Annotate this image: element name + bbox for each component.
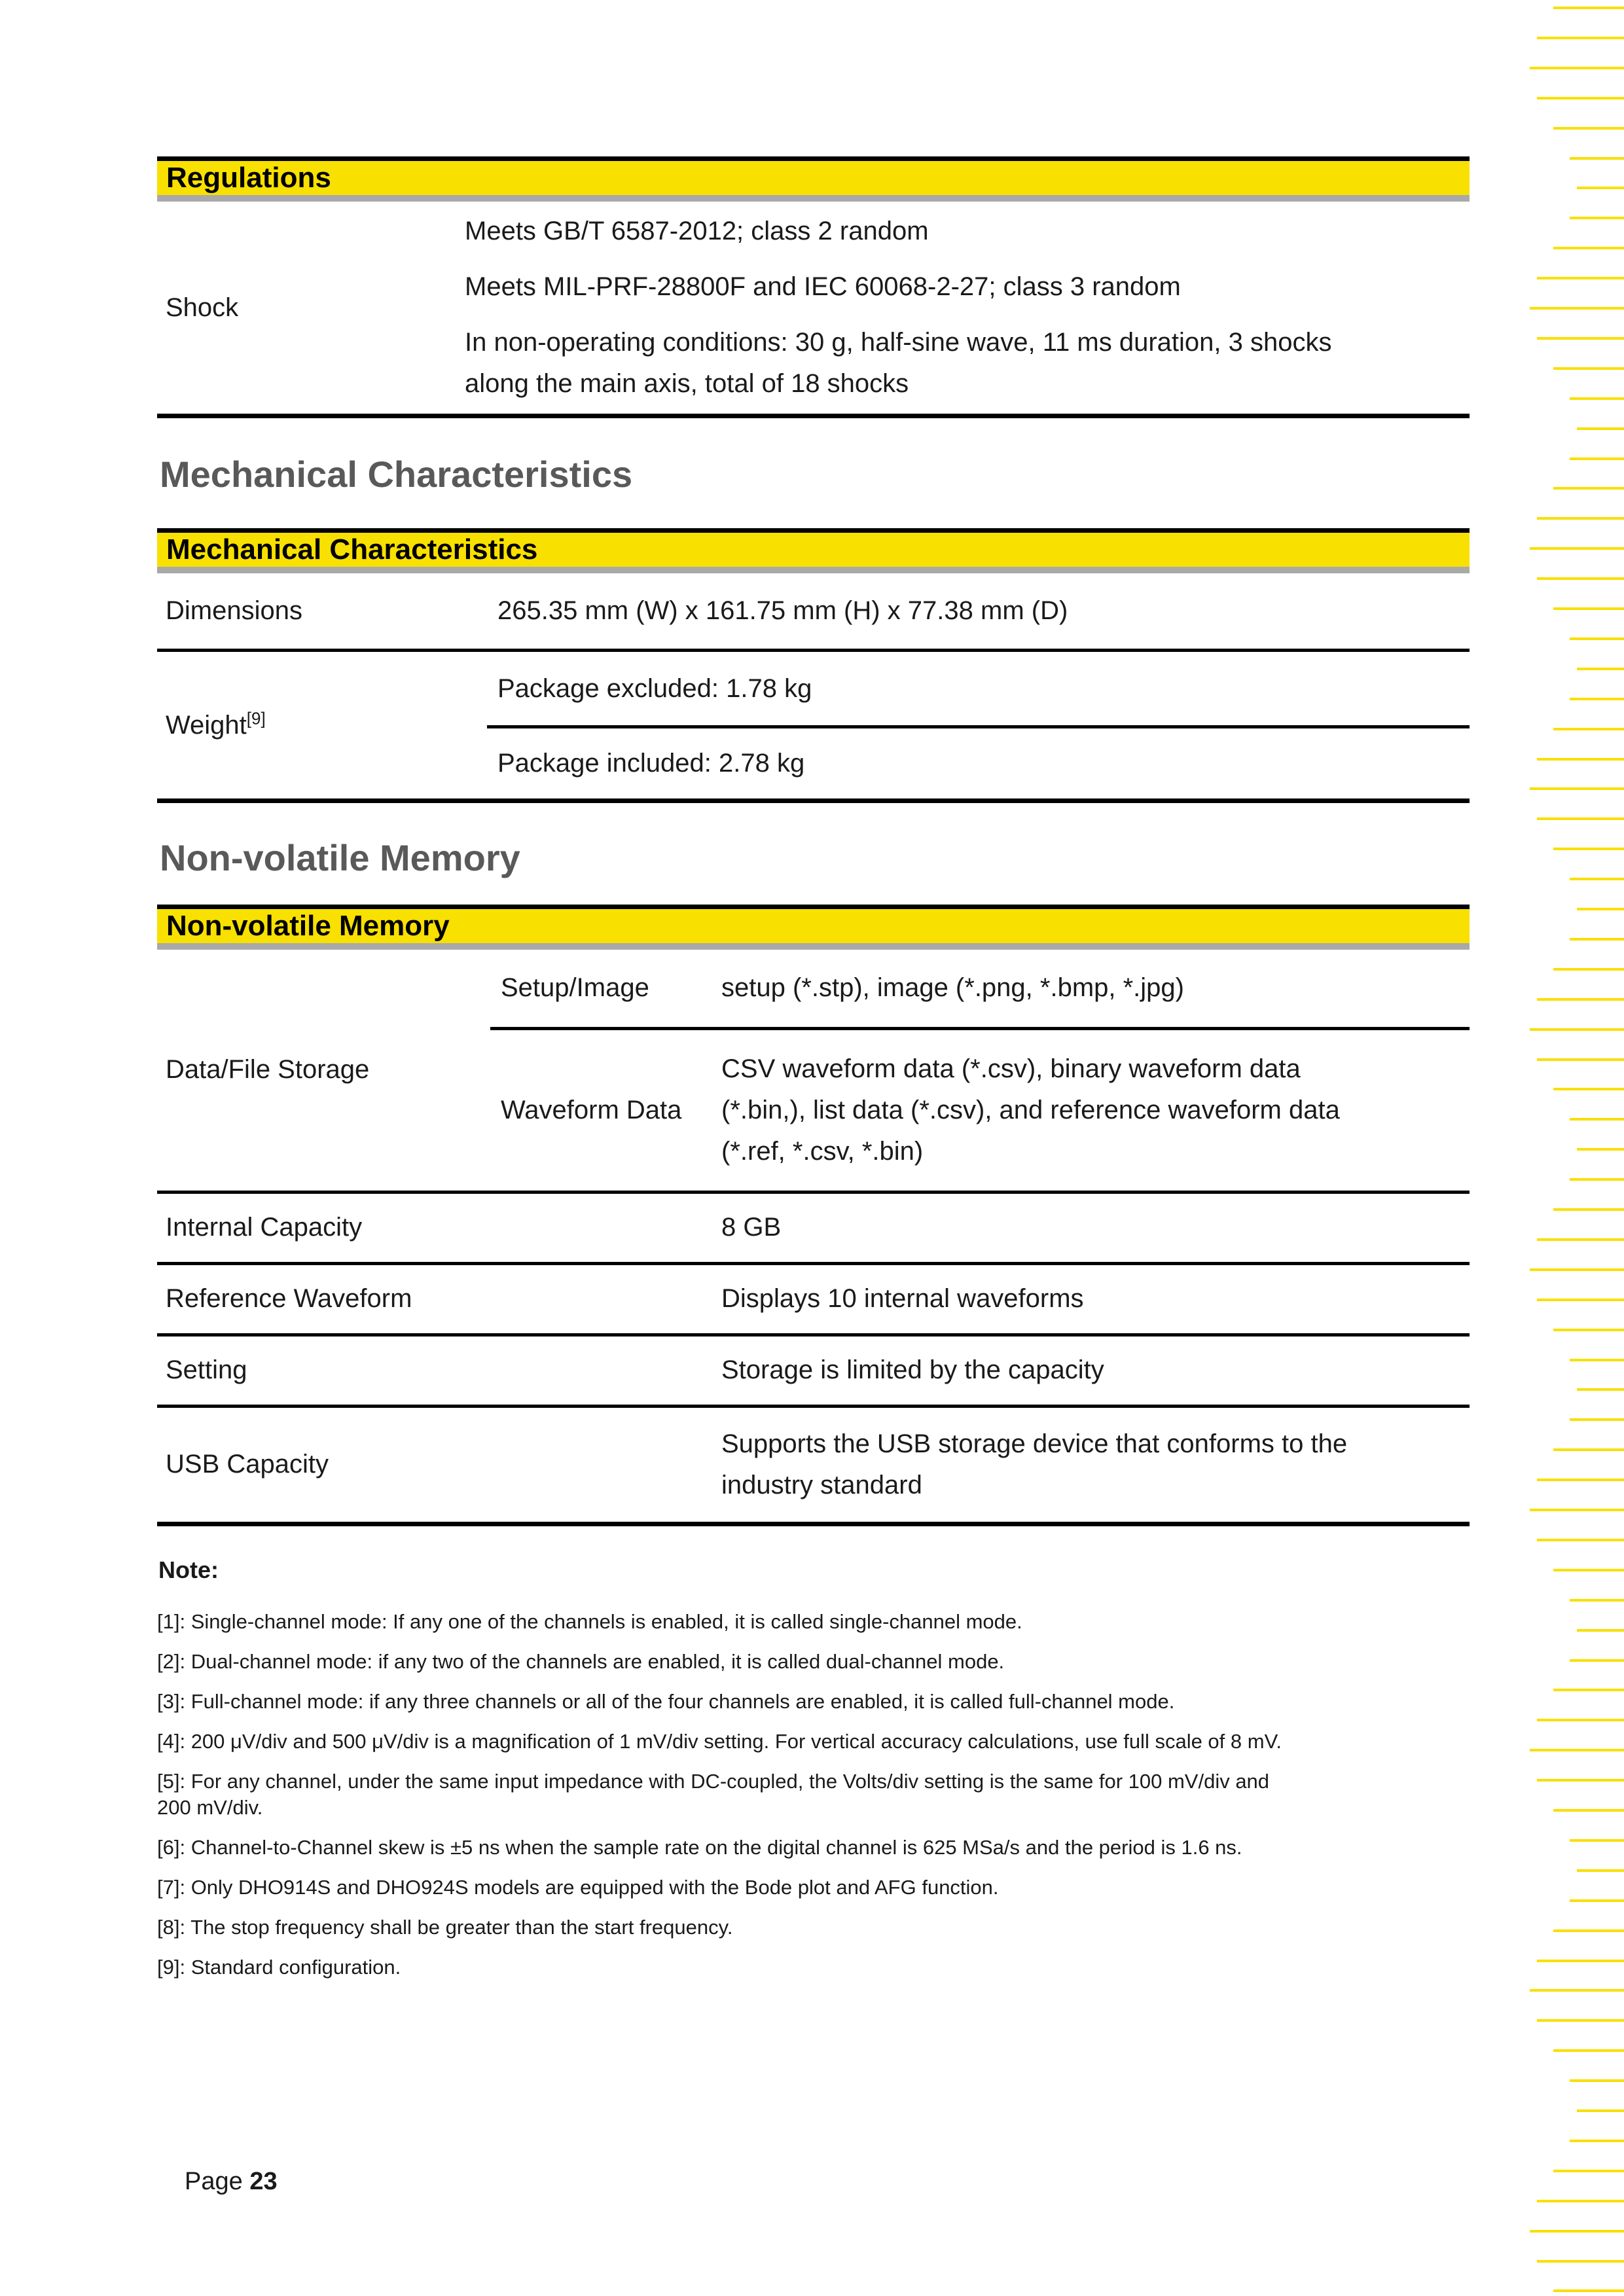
yellow-dash [1537,337,1624,340]
mechanical-table-header: Mechanical Characteristics [157,533,1470,573]
yellow-dash [1537,1960,1624,1962]
yellow-dash [1553,2170,1624,2172]
row-label: Internal Capacity [166,1213,363,1242]
sub-row-setup-image [490,950,1470,1027]
value-line: along the main axis, total of 18 shocks [465,369,909,398]
yellow-dash [1537,2260,1624,2263]
note-line: [6]: Channel-to-Channel skew is ±5 ns when the sample rate on the digital channel is 625 MSa/s and the period is 1.6 ns. [157,1835,1242,1859]
footer-label: Page [185,2168,250,2195]
yellow-dash [1570,1418,1624,1421]
row-value [711,1336,1470,1405]
yellow-dash [1570,698,1624,700]
yellow-dash [1530,307,1624,310]
yellow-dash [1537,1719,1624,1721]
yellow-dash [1570,2140,1624,2142]
yellow-dash [1537,2019,1624,2022]
yellow-dash [1530,1509,1624,1511]
yellow-dash [1530,547,1624,550]
table-row-setting [157,1333,1470,1405]
row-label: Dimensions [166,596,302,626]
yellow-dash [1537,277,1624,279]
yellow-dash [1570,1599,1624,1602]
yellow-dash [1530,787,1624,790]
yellow-dash [1553,1088,1624,1090]
yellow-dash [1577,908,1624,910]
table-row-reference-waveform [157,1262,1470,1333]
note-line: [2]: Dual-channel mode: if any two of the channels are enabled, it is called dual-channel mode. [157,1649,1005,1673]
regulations-table [157,156,1470,418]
value-line: Displays 10 internal waveforms [721,1284,1084,1314]
yellow-dash [1530,1028,1624,1031]
note-line: [4]: 200 μV/div and 500 μV/div is a magnification of 1 mV/div setting. For vertical accuracy calculations, use full scale of 8 mV. [157,1729,1282,1753]
yellow-dash [1553,2049,1624,2052]
note-item [157,1954,1470,1981]
yellow-dash [1570,457,1624,460]
yellow-dash [1577,1629,1624,1632]
sub-row-waveform-data [490,1027,1470,1191]
yellow-dash [1537,577,1624,580]
row-value [455,202,1470,414]
yellow-dash [1570,1839,1624,1842]
yellow-dash [1537,1058,1624,1061]
value-line: (*.bin,), list data (*.csv), and reference waveform data [721,1095,1340,1124]
yellow-dash [1553,247,1624,249]
yellow-dash [1537,1299,1624,1301]
section-heading-mechanical: Mechanical Characteristics [160,454,633,495]
storage-sub-rows [490,950,1470,1191]
yellow-dash [1577,1388,1624,1391]
sub-row-label: Waveform Data [501,1095,682,1124]
note-item [157,1874,1470,1901]
content-column [157,0,1470,1994]
row-label: USB Capacity [166,1450,329,1479]
yellow-dash [1553,968,1624,971]
yellow-dash [1553,728,1624,730]
value-line: setup (*.stp), image (*.png, *.bmp, *.jpg) [721,973,1184,1003]
yellow-dash [1570,1359,1624,1361]
row-label: Setting [166,1355,247,1385]
yellow-dash [1553,1448,1624,1451]
table-row-dimensions [157,573,1470,649]
sub-row-label: Setup/Image [501,973,649,1003]
yellow-dash [1570,217,1624,219]
table-row-usb-capacity [157,1405,1470,1522]
value-paragraph [465,322,1470,404]
note-line: [7]: Only DHO914S and DHO924S models are equipped with the Bode plot and AFG function. [157,1875,999,1899]
yellow-dash [1553,487,1624,490]
yellow-dash [1570,1899,1624,1902]
yellow-dash [1570,2079,1624,2082]
yellow-dash [1570,938,1624,941]
value-line: Package excluded: 1.78 kg [497,673,812,703]
note-item [157,1729,1470,1755]
yellow-dash [1553,127,1624,130]
note-line: [5]: For any channel, under the same input impedance with DC-coupled, the Volts/div setting is the same for 100 mV/div and [157,1769,1270,1793]
regulations-table-header: Regulations [157,161,1470,202]
mechanical-table [157,528,1470,803]
yellow-dash [1553,1929,1624,1932]
yellow-dash [1577,668,1624,670]
footer-page-number: 23 [249,2168,278,2195]
note-line: [8]: The stop frequency shall be greater than the start frequency. [157,1915,733,1939]
yellow-dash [1577,1148,1624,1151]
section-heading-nonvolatile: Non-volatile Memory [160,837,520,879]
note-item [157,1768,1470,1821]
yellow-dash [1537,1238,1624,1241]
row-label: Data/File Storage [166,1055,370,1085]
yellow-dash [1577,2109,1624,2112]
yellow-dash [1537,1539,1624,1541]
yellow-dash [1553,1689,1624,1691]
yellow-dash [1530,1268,1624,1271]
note-item [157,1914,1470,1941]
row-value [487,573,1470,649]
yellow-dash [1570,1118,1624,1121]
yellow-dash [1537,2200,1624,2202]
value-line: 8 GB [721,1213,782,1242]
yellow-dash [1570,878,1624,880]
yellow-dash [1553,1208,1624,1211]
yellow-dash [1570,1659,1624,1662]
nonvolatile-table-header: Non-volatile Memory [157,909,1470,950]
yellow-dash [1553,1809,1624,1812]
notes-heading: Note: [158,1556,219,1583]
note-line: [1]: Single-channel mode: If any one of the channels is enabled, it is called single-channel mode. [157,1609,1022,1633]
yellow-dash [1537,998,1624,1001]
value-line: industry standard [721,1470,922,1499]
value-line: CSV waveform data (*.csv), binary waveform data [721,1054,1301,1083]
nonvolatile-table [157,905,1470,1526]
yellow-dash [1537,97,1624,99]
yellow-dash [1577,187,1624,189]
notes-list [157,1609,1470,1981]
weight-sub-rows [487,652,1470,798]
row-value [711,1265,1470,1333]
table-row-internal-capacity [157,1191,1470,1262]
value-line: Meets GB/T 6587-2012; class 2 random [465,217,929,245]
yellow-dash [1570,157,1624,160]
value-line: (*.ref, *.csv, *.bin) [721,1136,924,1166]
yellow-dash [1530,1989,1624,1992]
yellow-dash [1530,67,1624,69]
sub-row [487,725,1470,798]
yellow-dash [1537,517,1624,520]
value-line: Package included: 2.78 kg [497,749,805,778]
value-line: Meets MIL-PRF-28800F and IEC 60068-2-27; class 3 random [465,272,1181,301]
yellow-dash [1530,2230,1624,2233]
page-footer [185,2168,278,2196]
value-line: Supports the USB storage device that conforms to the [721,1429,1348,1458]
row-label [157,652,487,798]
row-value [711,1194,1470,1262]
yellow-dash [1537,1479,1624,1481]
footnote-marker: [9] [246,708,266,728]
yellow-dash [1570,1178,1624,1181]
value-line: In non-operating conditions: 30 g, half-sine wave, 11 ms duration, 3 shocks [465,328,1332,357]
yellow-dash [1537,758,1624,761]
note-item [157,1609,1470,1635]
yellow-dash [1570,637,1624,640]
sub-row-value [711,967,1470,1009]
yellow-dash [1553,607,1624,610]
row-label: Shock [166,293,239,322]
value-paragraph [465,266,1470,308]
yellow-dash [1553,1329,1624,1331]
note-line: 200 mV/div. [157,1795,263,1819]
note-line: [3]: Full-channel mode: if any three channels or all of the four channels are enabled, it is called full-channel mode. [157,1689,1175,1713]
table-row-storage [157,950,1470,1191]
value-line: Storage is limited by the capacity [721,1355,1104,1385]
yellow-dash [1553,848,1624,850]
yellow-dash [1577,1869,1624,1872]
yellow-dash [1553,367,1624,370]
note-item [157,1835,1470,1861]
sub-row-value [711,1049,1470,1172]
yellow-dash [1570,397,1624,400]
table-row-shock [157,202,1470,414]
yellow-dash [1537,817,1624,820]
value-line: 265.35 mm (W) x 161.75 mm (H) x 77.38 mm (D) [497,596,1068,626]
yellow-dash [1577,427,1624,430]
row-value [711,1408,1470,1522]
row-label-text: Weight[9] [166,708,266,740]
table-row-weight [157,649,1470,798]
yellow-dash [1537,1779,1624,1782]
yellow-dash [1553,2289,1624,2292]
yellow-dash [1553,1569,1624,1571]
yellow-dash [1530,1749,1624,1751]
note-item [157,1689,1470,1715]
row-label: Reference Waveform [166,1284,412,1314]
value-paragraph [465,211,1470,252]
sub-row [487,652,1470,725]
note-line: [9]: Standard configuration. [157,1955,401,1979]
yellow-dash [1537,37,1624,39]
note-item [157,1649,1470,1675]
yellow-dash [1553,7,1624,9]
